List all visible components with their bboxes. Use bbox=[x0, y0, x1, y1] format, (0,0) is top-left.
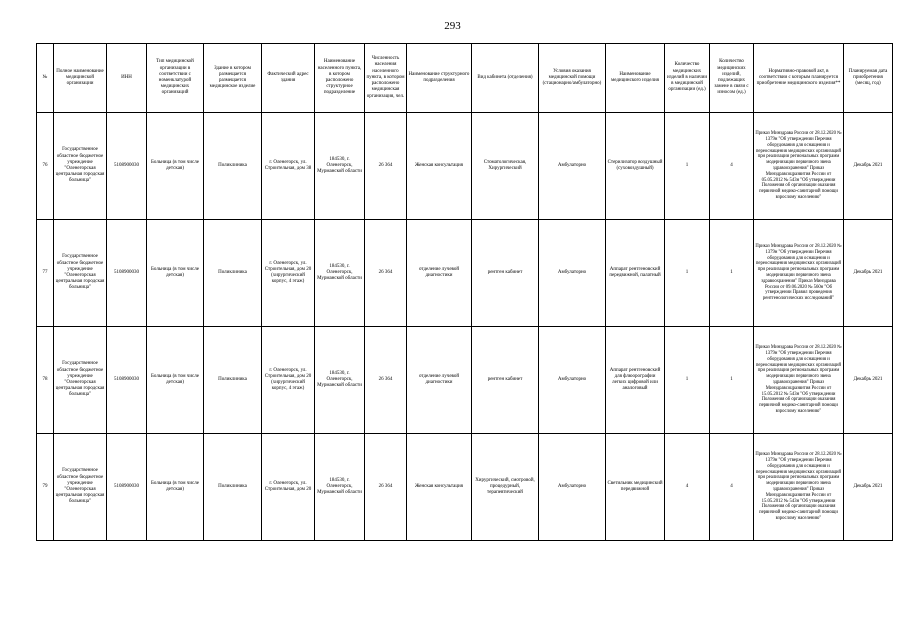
equipment-table bbox=[36, 43, 893, 541]
cabinet: рентген кабинет bbox=[472, 327, 539, 434]
building: Поликлиника bbox=[204, 327, 262, 434]
qty-have: 4 bbox=[665, 434, 710, 541]
header-cell: Наименование населенного пункта, в котором расположено структурное подразделение bbox=[315, 44, 365, 113]
legal-act: Приказ Минздрава России от 28.12.2020 № 1379н "Об утверждении Перечня оборудования для оснащения и переоснащения медицинских организаций при реализации региональных программ модернизации первичного звена здравоохранения" Приказ Минздравсоцразвития России от 15.05.2012 № 543н "Об утверждении Положения об организации оказания первичной медико-санитарной помощи взрослому населению" bbox=[754, 327, 844, 434]
cabinet: Хирургический, смотровой, процедурный, терапевтический bbox=[472, 434, 539, 541]
org-type: Больница (в том числе детская) bbox=[147, 113, 204, 220]
qty-have: 1 bbox=[665, 113, 710, 220]
header-cell: Наименование структурного подразделения bbox=[407, 44, 472, 113]
device: Аппарат рентгеновский передвижной, палатный bbox=[606, 220, 665, 327]
population: 26 364 bbox=[365, 434, 407, 541]
unit: отделение лучевой диагностики bbox=[407, 220, 472, 327]
population: 26 364 bbox=[365, 113, 407, 220]
header-cell: ИНН bbox=[107, 44, 147, 113]
planned-date: Декабрь 2021 bbox=[844, 220, 893, 327]
org-name: Государственное областное бюджетное учреждение "Оленегорская центральная городская больница" bbox=[54, 327, 107, 434]
conditions: Амбулаторно bbox=[539, 434, 606, 541]
table-row bbox=[37, 434, 893, 541]
qty-have: 1 bbox=[665, 327, 710, 434]
qty-replace: 4 bbox=[710, 434, 754, 541]
device: Стерилизатор воздушный (суховоздушный) bbox=[606, 113, 665, 220]
building: Поликлиника bbox=[204, 434, 262, 541]
header-cell: Тип медицинской организации в соответствии с номенклатурой медицинских организаций bbox=[147, 44, 204, 113]
table-row bbox=[37, 327, 893, 434]
header-cell: Планируемая дата приобретения (месяц, год) bbox=[844, 44, 893, 113]
table-row bbox=[37, 113, 893, 220]
settlement: 184530, г. Оленегорск, Мурманской области bbox=[315, 113, 365, 220]
header-cell: Наименование медицинского изделия bbox=[606, 44, 665, 113]
unit: Женская консультация bbox=[407, 113, 472, 220]
settlement: 184530, г. Оленегорск, Мурманской области bbox=[315, 220, 365, 327]
qty-replace: 1 bbox=[710, 327, 754, 434]
page-number: 293 bbox=[444, 20, 461, 32]
table-row bbox=[37, 220, 893, 327]
inn: 5108900030 bbox=[107, 220, 147, 327]
header-row bbox=[37, 44, 893, 113]
header-cell: Нормативно-правовой акт, в соответствии с которым планируется приобретение медицинского изделия** bbox=[754, 44, 844, 113]
legal-act: Приказ Минздрава России от 28.12.2020 № 1379н "Об утверждении Перечня оборудования для оснащения и переоснащения медицинских организаций при реализации региональных программ модернизации первичного звена здравоохранения" Приказ Минздрава России от 09.06.2020 № 560н "Об утверждении Правил проведения рентгенологических исследований" bbox=[754, 220, 844, 327]
org-name: Государственное областное бюджетное учреждение "Оленегорская центральная городская больница" bbox=[54, 113, 107, 220]
header-cell: Условия оказания медицинской помощи (стационарно/амбулаторно) bbox=[539, 44, 606, 113]
org-type: Больница (в том числе детская) bbox=[147, 220, 204, 327]
qty-have: 1 bbox=[665, 220, 710, 327]
row-number: 78 bbox=[37, 327, 54, 434]
header-cell: Вид кабинета (отделения) bbox=[472, 44, 539, 113]
header-cell: Численность населения населенного пункта, в котором расположено медицинская организация, чел. bbox=[365, 44, 407, 113]
row-number: 77 bbox=[37, 220, 54, 327]
qty-replace: 4 bbox=[710, 113, 754, 220]
planned-date: Декабрь 2021 bbox=[844, 327, 893, 434]
cabinet: рентген кабинет bbox=[472, 220, 539, 327]
qty-replace: 1 bbox=[710, 220, 754, 327]
header-cell: Здание в котором размещается размещается медицинское изделие bbox=[204, 44, 262, 113]
device: Светильник медицинский передвижной bbox=[606, 434, 665, 541]
cabinet: Стоматологическая, Хирургический bbox=[472, 113, 539, 220]
population: 26 364 bbox=[365, 220, 407, 327]
header-cell: № bbox=[37, 44, 54, 113]
address: г. Оленегорск, ул. Строительная, дом 20 (хирургический корпус, 4 этаж) bbox=[262, 220, 315, 327]
org-name: Государственное областное бюджетное учреждение "Оленегорская центральная городская больница" bbox=[54, 220, 107, 327]
address: г. Оленегорск, ул. Строительная, дом 38 bbox=[262, 113, 315, 220]
address: г. Оленегорск, ул. Строительная, дом 20 bbox=[262, 434, 315, 541]
unit: отделение лучевой диагностики bbox=[407, 327, 472, 434]
population: 26 364 bbox=[365, 327, 407, 434]
unit: Женская консультация bbox=[407, 434, 472, 541]
header-cell: Количество медицинских изделий в наличии в медицинской организации (ед.) bbox=[665, 44, 710, 113]
header-cell: Количество медицинских изделий, подлежащих замене в связи с износом (ед.) bbox=[710, 44, 754, 113]
header-cell: Полное наименование медицинской организации bbox=[54, 44, 107, 113]
inn: 5108900030 bbox=[107, 113, 147, 220]
conditions: Амбулаторно bbox=[539, 327, 606, 434]
header-cell: Фактический адрес здания bbox=[262, 44, 315, 113]
address: г. Оленегорск, ул. Строительная, дом 20 (хирургический корпус, 4 этаж) bbox=[262, 327, 315, 434]
row-number: 79 bbox=[37, 434, 54, 541]
conditions: Амбулаторно bbox=[539, 113, 606, 220]
org-type: Больница (в том числе детская) bbox=[147, 327, 204, 434]
org-type: Больница (в том числе детская) bbox=[147, 434, 204, 541]
legal-act: Приказ Минздрава России от 28.12.2020 № 1379н "Об утверждении Перечня оборудования для оснащения и переоснащения медицинских организаций при реализации региональных программ модернизации первичного звена здравоохранения" Приказ Минздравсоцразвития России от 05.05.2012 № 543н "Об утверждении Положения об организации оказания первичной медико-санитарной помощи взрослому населению" bbox=[754, 113, 844, 220]
inn: 5108900030 bbox=[107, 327, 147, 434]
org-name: Государственное областное бюджетное учреждение "Оленегорская центральная городская больница" bbox=[54, 434, 107, 541]
settlement: 184530, г. Оленегорск, Мурманской области bbox=[315, 434, 365, 541]
building: Поликлиника bbox=[204, 113, 262, 220]
device: Аппарат рентгеновский для флюорографии легких цифровой или аналоговый bbox=[606, 327, 665, 434]
conditions: Амбулаторно bbox=[539, 220, 606, 327]
row-number: 76 bbox=[37, 113, 54, 220]
inn: 5108900030 bbox=[107, 434, 147, 541]
settlement: 184530, г. Оленегорск, Мурманской области bbox=[315, 327, 365, 434]
legal-act: Приказ Минздрава России от 28.12.2020 № 1379н "Об утверждении Перечня оборудования для оснащения и переоснащения медицинских организаций при реализации региональных программ модернизации первичного звена здравоохранения" Приказ Минздравсоцразвития России от 15.05.2012 № 543н "Об утверждении Положения об организации оказания первичной медико-санитарной помощи взрослому населению" bbox=[754, 434, 844, 541]
planned-date: Декабрь 2021 bbox=[844, 113, 893, 220]
building: Поликлиника bbox=[204, 220, 262, 327]
planned-date: Декабрь 2021 bbox=[844, 434, 893, 541]
